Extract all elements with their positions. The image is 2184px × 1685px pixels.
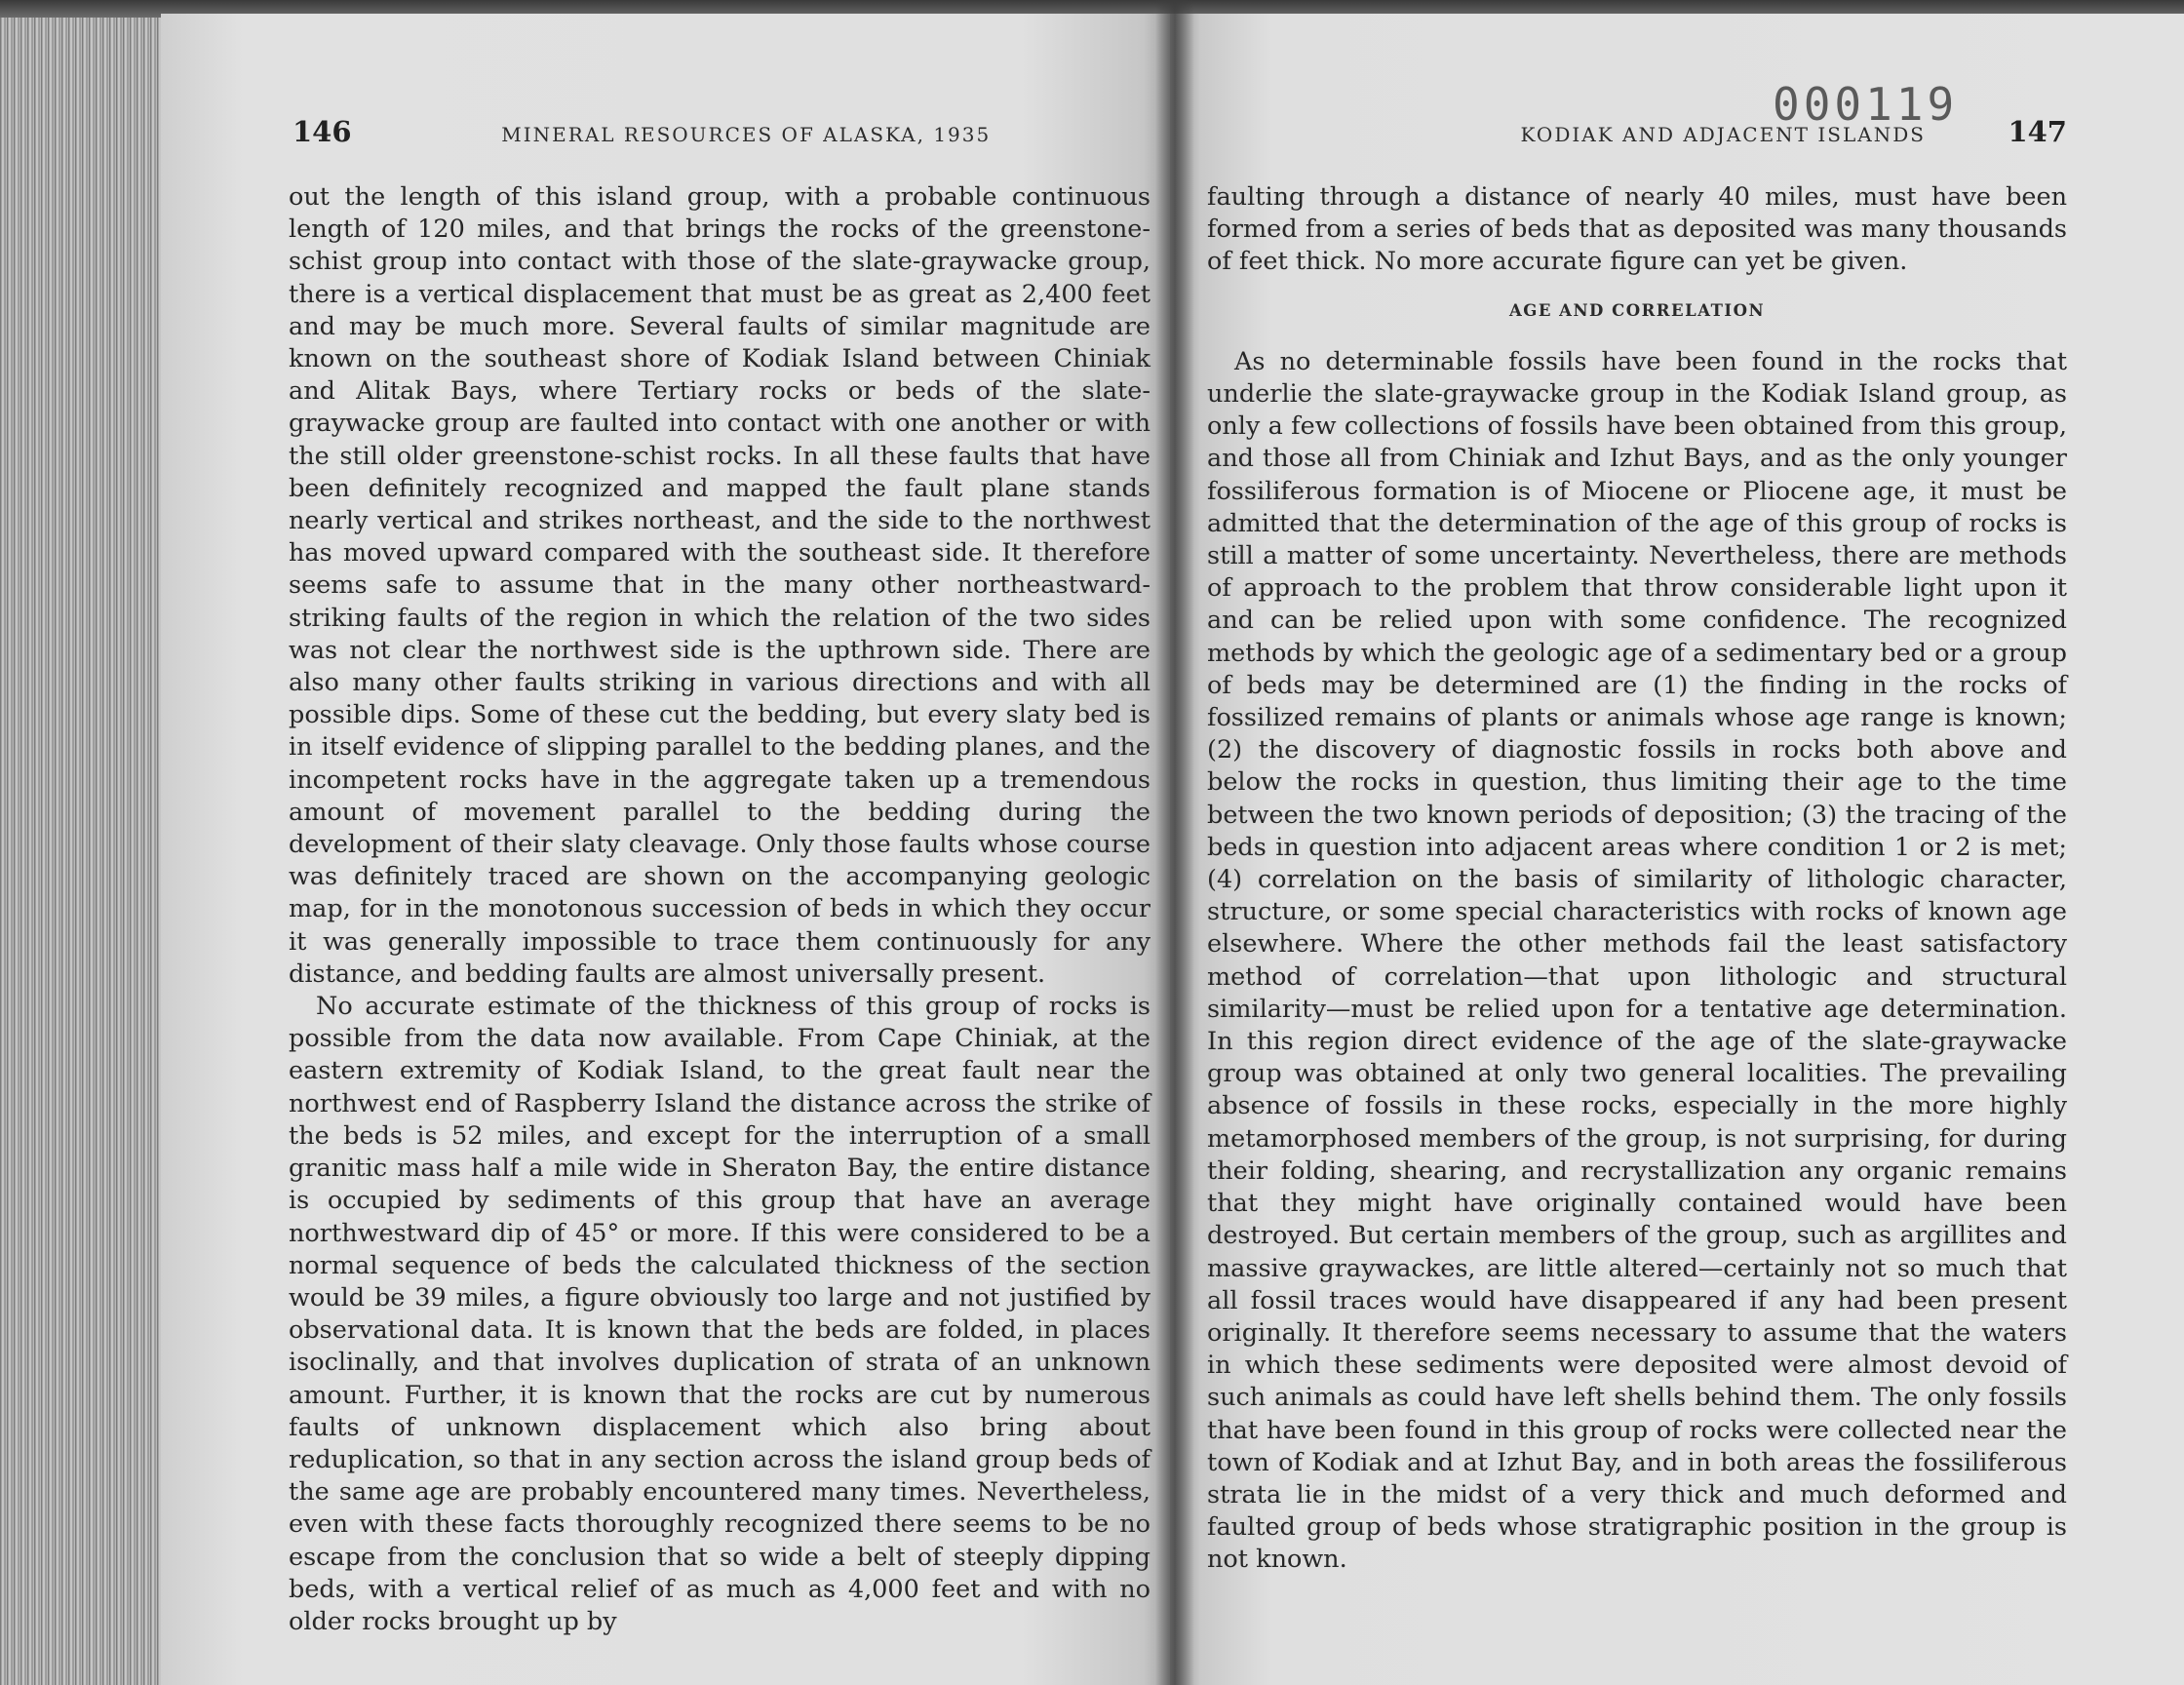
right-page-body [1207, 181, 2067, 1577]
left-running-head: MINERAL RESOURCES OF ALASKA, 1935 [501, 123, 992, 146]
left-page-body [289, 181, 1150, 1638]
right-page-header [1428, 115, 2067, 154]
paragraph: No accurate estimate of the thickness of this group of rocks is possible from the data now available. From Cape Chiniak, at the eastern extremity of Kodiak Island, to the great fault near the northwest end of Raspberry Island the distance across the strike of the beds is 52 miles, and except for the interruption of a small granitic mass half a mile wide in Sheraton Bay, the entire distance is occupied by sediments of this group that have an average northwestward dip of 45° or more. If this were considered to be a normal sequence of beds the calculated thickness of the section would be 39 miles, a figure obviously too large and not justified by observational data. It is known that the beds are folded, in places isoclinally, and that involves duplication of strata of an unknown amount. Further, it is known that the rocks are cut by numerous faults of unknown displacement which also bring about reduplication, so that in any section across the island group beds of the same age are probably encountered many times. Nevertheless, even with these facts thoroughly recognized there seems to be no escape from the conclusion that so wide a belt of steeply dipping beds, with a vertical relief of as much as 4,000 feet and with no older rocks brought up by [289, 992, 1150, 1636]
paragraph: out the length of this island group, with a probable continuous length of 120 miles, and that brings the rocks of the greenstone-schist group into contact with those of the slate-graywacke group, there is a vertical displacement that must be as great as 2,400 feet and may be much more. Several faults of similar magnitude are known on the southeast shore of Kodiak Island between Chiniak and Alitak Bays, where Tertiary rocks or beds of the slate-graywacke group are faulted into contact with one another or with the still older greenstone-schist rocks. In all these faults that have been definitely recognized and mapped the fault plane stands nearly vertical and strikes northeast, and the side to the northwest has moved upward compared with the southeast side. It therefore seems safe to assume that in the many other northeastward-striking faults of the region in which the relation of the two sides was not clear the northwest side is the upthrown side. There are also many other faults striking in various directions and with all possible dips. Some of these cut the bedding, but every slaty bed is in itself evidence of slipping parallel to the bedding planes, and the incompetent rocks have in the aggregate taken up a tremendous amount of movement parallel to the bedding during the development of their slaty cleavage. Only those faults whose course was definitely traced are shown on the accompanying geologic map, for in the monotonous succession of beds in which they occur it was generally impossible to trace them continuously for any distance, and bedding faults are almost universally present. [289, 182, 1150, 989]
page-edges [0, 0, 171, 1685]
right-page-number: 147 [2008, 115, 2067, 148]
paragraph: As no determinable fossils have been found in the rocks that underlie the slate-graywacke group in the Kodiak Island group, as only a few collections of fossils have been obtained from this group, and those all from Chiniak and Izhut Bays, and as the only younger fossiliferous formation is of Miocene or Pliocene age, it must be admitted that the determination of the age of this group of rocks is still a matter of some uncertainty. Nevertheless, there are methods of approach to the problem that throw considerable light upon it and can be relied upon with some confidence. The recognized methods by which the geologic age of a sedimentary bed or a group of beds may be determined are (1) the finding in the rocks of fossilized remains of plants or animals whose age range is known; (2) the discovery of diagnostic fossils in rocks both above and below the rocks in question, thus limiting their age to the time between the two known periods of deposition; (3) the tracing of the beds in question into adjacent areas where condition 1 or 2 is met; (4) correlation on the basis of similarity of lithologic character, structure, or some special characteristics with rocks of known age elsewhere. Where the other methods fail the least satisfactory method of correlation—that upon lithologic and structural similarity—must be relied upon for a tentative age determination. In this region direct evidence of the age of the slate-graywacke group was obtained at only two general localities. The prevailing absence of fossils in these rocks, especially in the more highly metamorphosed members of the group, is not surprising, for during their folding, shearing, and recrystallization any organic remains that they might have originally contained would have been destroyed. But certain members of the group, such as argillites and massive graywackes, are little altered—certainly not so much that all fossil traces would have disappeared if any had been present originally. It therefore seems necessary to assume that the waters in which these sediments were deposited were almost devoid of such animals as could have left shells behind them. The only fossils that have been found in this group of rocks were collected near the town of Kodiak and at Izhut Bay, and in both areas the fossiliferous strata lie in the midst of a very thick and much deformed and faulted group of beds whose stratigraphic position in the group is not known. [1207, 346, 2067, 1575]
archive-stamp: 000119 [1773, 78, 1959, 131]
left-page-header [292, 115, 1150, 154]
book-gutter [1155, 0, 1194, 1685]
right-running-head: KODIAK AND ADJACENT ISLANDS [1520, 123, 1926, 146]
left-page-number: 146 [292, 115, 352, 148]
paragraph: faulting through a distance of nearly 40 miles, must have been formed from a series of beds that as deposited was many thousands of feet thick. No more accurate figure can yet be given. [1207, 182, 2067, 277]
section-heading: AGE AND CORRELATION [1508, 300, 1766, 320]
